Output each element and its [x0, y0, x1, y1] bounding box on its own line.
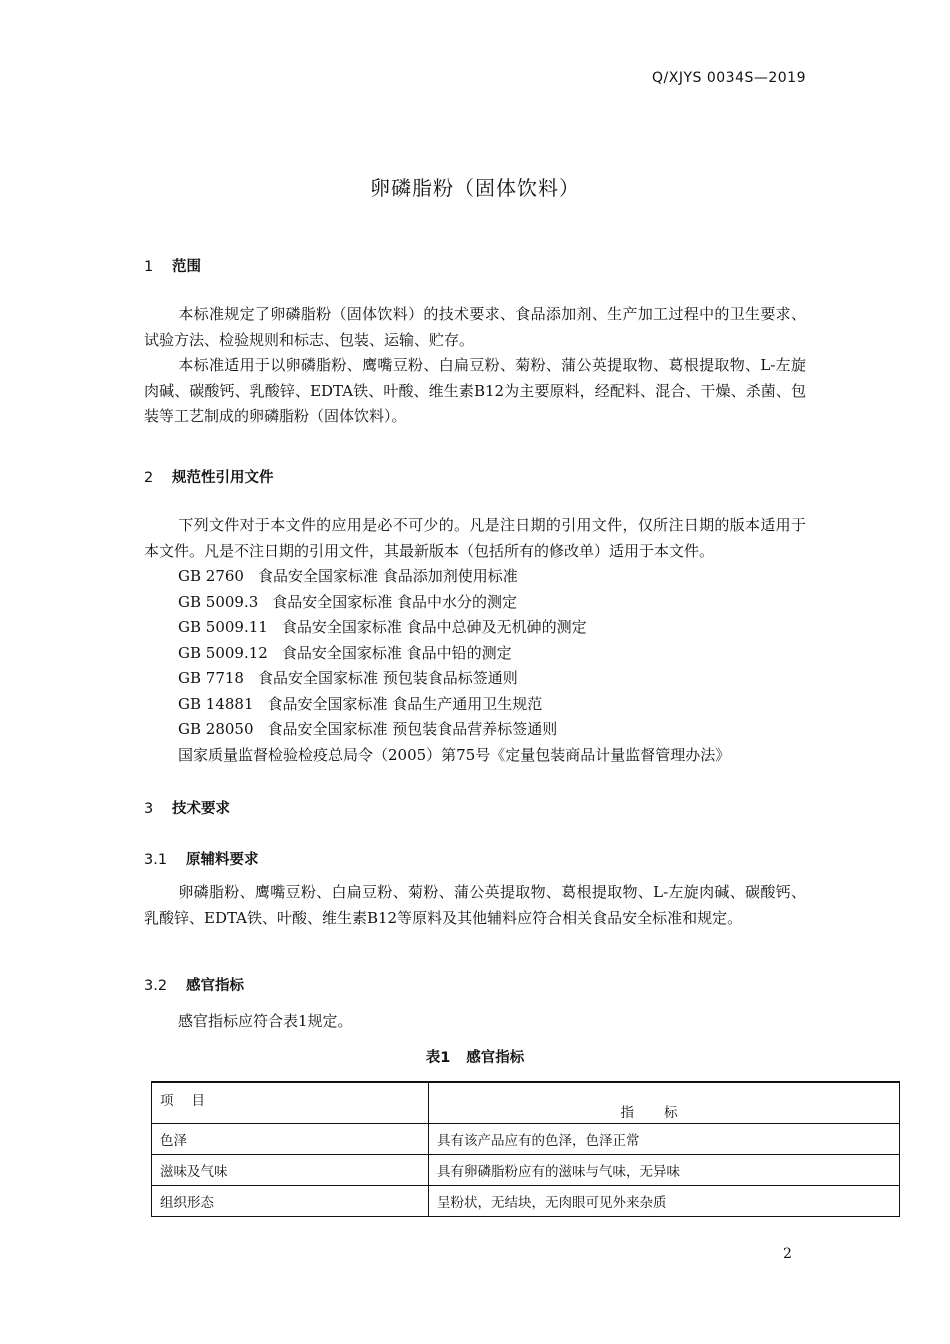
section-number: 3.1 [144, 852, 168, 868]
reference-code: GB 2760 [178, 567, 244, 585]
page-number: 2 [783, 1246, 792, 1262]
table-row [152, 1186, 900, 1217]
section-1-heading [144, 255, 201, 276]
cell-indicator: 呈粉状，无结块，无肉眼可见外来杂质 [429, 1186, 900, 1217]
sensory-table [151, 1081, 900, 1217]
reference-title: 食品安全国家标准 食品生产通用卫生规范 [267, 695, 543, 713]
table-title: 感官指标 [466, 1050, 525, 1066]
section-title: 感官指标 [186, 978, 244, 994]
header-indicator: 指标 [429, 1082, 900, 1124]
reference-title: 食品安全国家标准 预包装食品标签通则 [257, 669, 518, 687]
cell-item: 组织形态 [152, 1186, 429, 1217]
reference-code: GB 14881 [178, 695, 254, 713]
paragraph-text: 下列文件对于本文件的应用是必不可少的。凡是注日期的引用文件，仅所注日期的版本适用于本文件。凡是不注日期的引用文件，其最新版本（包括所有的修改单）适用于本文件。 [144, 516, 806, 560]
table-header-row [152, 1082, 900, 1124]
reference-item [178, 564, 518, 590]
reference-title: 食品安全国家标准 食品中总砷及无机砷的测定 [281, 618, 587, 636]
header-item: 项目 [152, 1082, 429, 1124]
document-title: 卵磷脂粉（固体饮料） [370, 176, 580, 200]
reference-item [178, 641, 512, 667]
table-caption [0, 1046, 950, 1067]
reference-item [178, 692, 542, 718]
table-number: 表1 [425, 1050, 451, 1066]
reference-title: 食品安全国家标准 预包装食品营养标签通则 [267, 720, 558, 738]
cell-item: 色泽 [152, 1124, 429, 1155]
paragraph-text: 本标准适用于以卵磷脂粉、鹰嘴豆粉、白扁豆粉、菊粉、蒲公英提取物、葛根提取物、L-左旋肉碱、碳酸钙、乳酸锌、EDTA铁、叶酸、维生素B12为主要原料，经配料、混合、干燥、杀菌、包装等工艺制成的卵磷脂粉（固体饮料）。 [144, 356, 806, 425]
reference-title: 国家质量监督检验检疫总局令（2005）第75号《定量包装商品计量监督管理办法》 [178, 746, 731, 764]
section-3-1-heading [144, 848, 259, 869]
reference-item [178, 666, 518, 692]
references-intro [144, 513, 806, 564]
scope-paragraph-1 [144, 302, 806, 353]
table-row [152, 1124, 900, 1155]
reference-title: 食品安全国家标准 食品添加剂使用标准 [257, 567, 518, 585]
sensory-intro [144, 1009, 806, 1035]
reference-title: 食品安全国家标准 食品中水分的测定 [272, 593, 518, 611]
paragraph-text: 感官指标应符合表1规定。 [178, 1012, 353, 1030]
paragraph-text: 卵磷脂粉、鹰嘴豆粉、白扁豆粉、菊粉、蒲公英提取物、葛根提取物、L-左旋肉碱、碳酸钙、乳酸锌、EDTA铁、叶酸、维生素B12等原料及其他辅料应符合相关食品安全标准和规定。 [144, 883, 806, 927]
reference-code: GB 5009.3 [178, 593, 259, 611]
section-number: 3.2 [144, 978, 168, 994]
section-number: 3 [144, 801, 154, 817]
table-row [152, 1155, 900, 1186]
section-2-heading [144, 466, 274, 487]
cell-indicator: 具有卵磷脂粉应有的滋味与气味，无异味 [429, 1155, 900, 1186]
raw-materials-paragraph [144, 880, 806, 931]
paragraph-text: 本标准规定了卵磷脂粉（固体饮料）的技术要求、食品添加剂、生产加工过程中的卫生要求、试验方法、检验规则和标志、包装、运输、贮存。 [144, 305, 806, 349]
section-number: 2 [144, 470, 154, 486]
reference-item [178, 590, 517, 616]
reference-item [178, 615, 587, 641]
reference-item [178, 743, 730, 769]
cell-indicator: 具有该产品应有的色泽，色泽正常 [429, 1124, 900, 1155]
reference-item [178, 717, 557, 743]
section-title: 范围 [172, 259, 201, 275]
standard-code: Q/XJYS 0034S—2019 [652, 70, 806, 86]
scope-paragraph-2 [144, 353, 806, 430]
cell-item: 滋味及气味 [152, 1155, 429, 1186]
section-title: 规范性引用文件 [172, 470, 274, 486]
section-number: 1 [144, 259, 154, 275]
reference-code: GB 7718 [178, 669, 244, 687]
reference-code: GB 5009.12 [178, 644, 268, 662]
section-title: 技术要求 [172, 801, 230, 817]
reference-code: GB 5009.11 [178, 618, 268, 636]
section-3-2-heading [144, 974, 244, 995]
section-3-heading [144, 797, 230, 818]
reference-title: 食品安全国家标准 食品中铅的测定 [281, 644, 512, 662]
section-title: 原辅料要求 [186, 852, 259, 868]
reference-code: GB 28050 [178, 720, 254, 738]
